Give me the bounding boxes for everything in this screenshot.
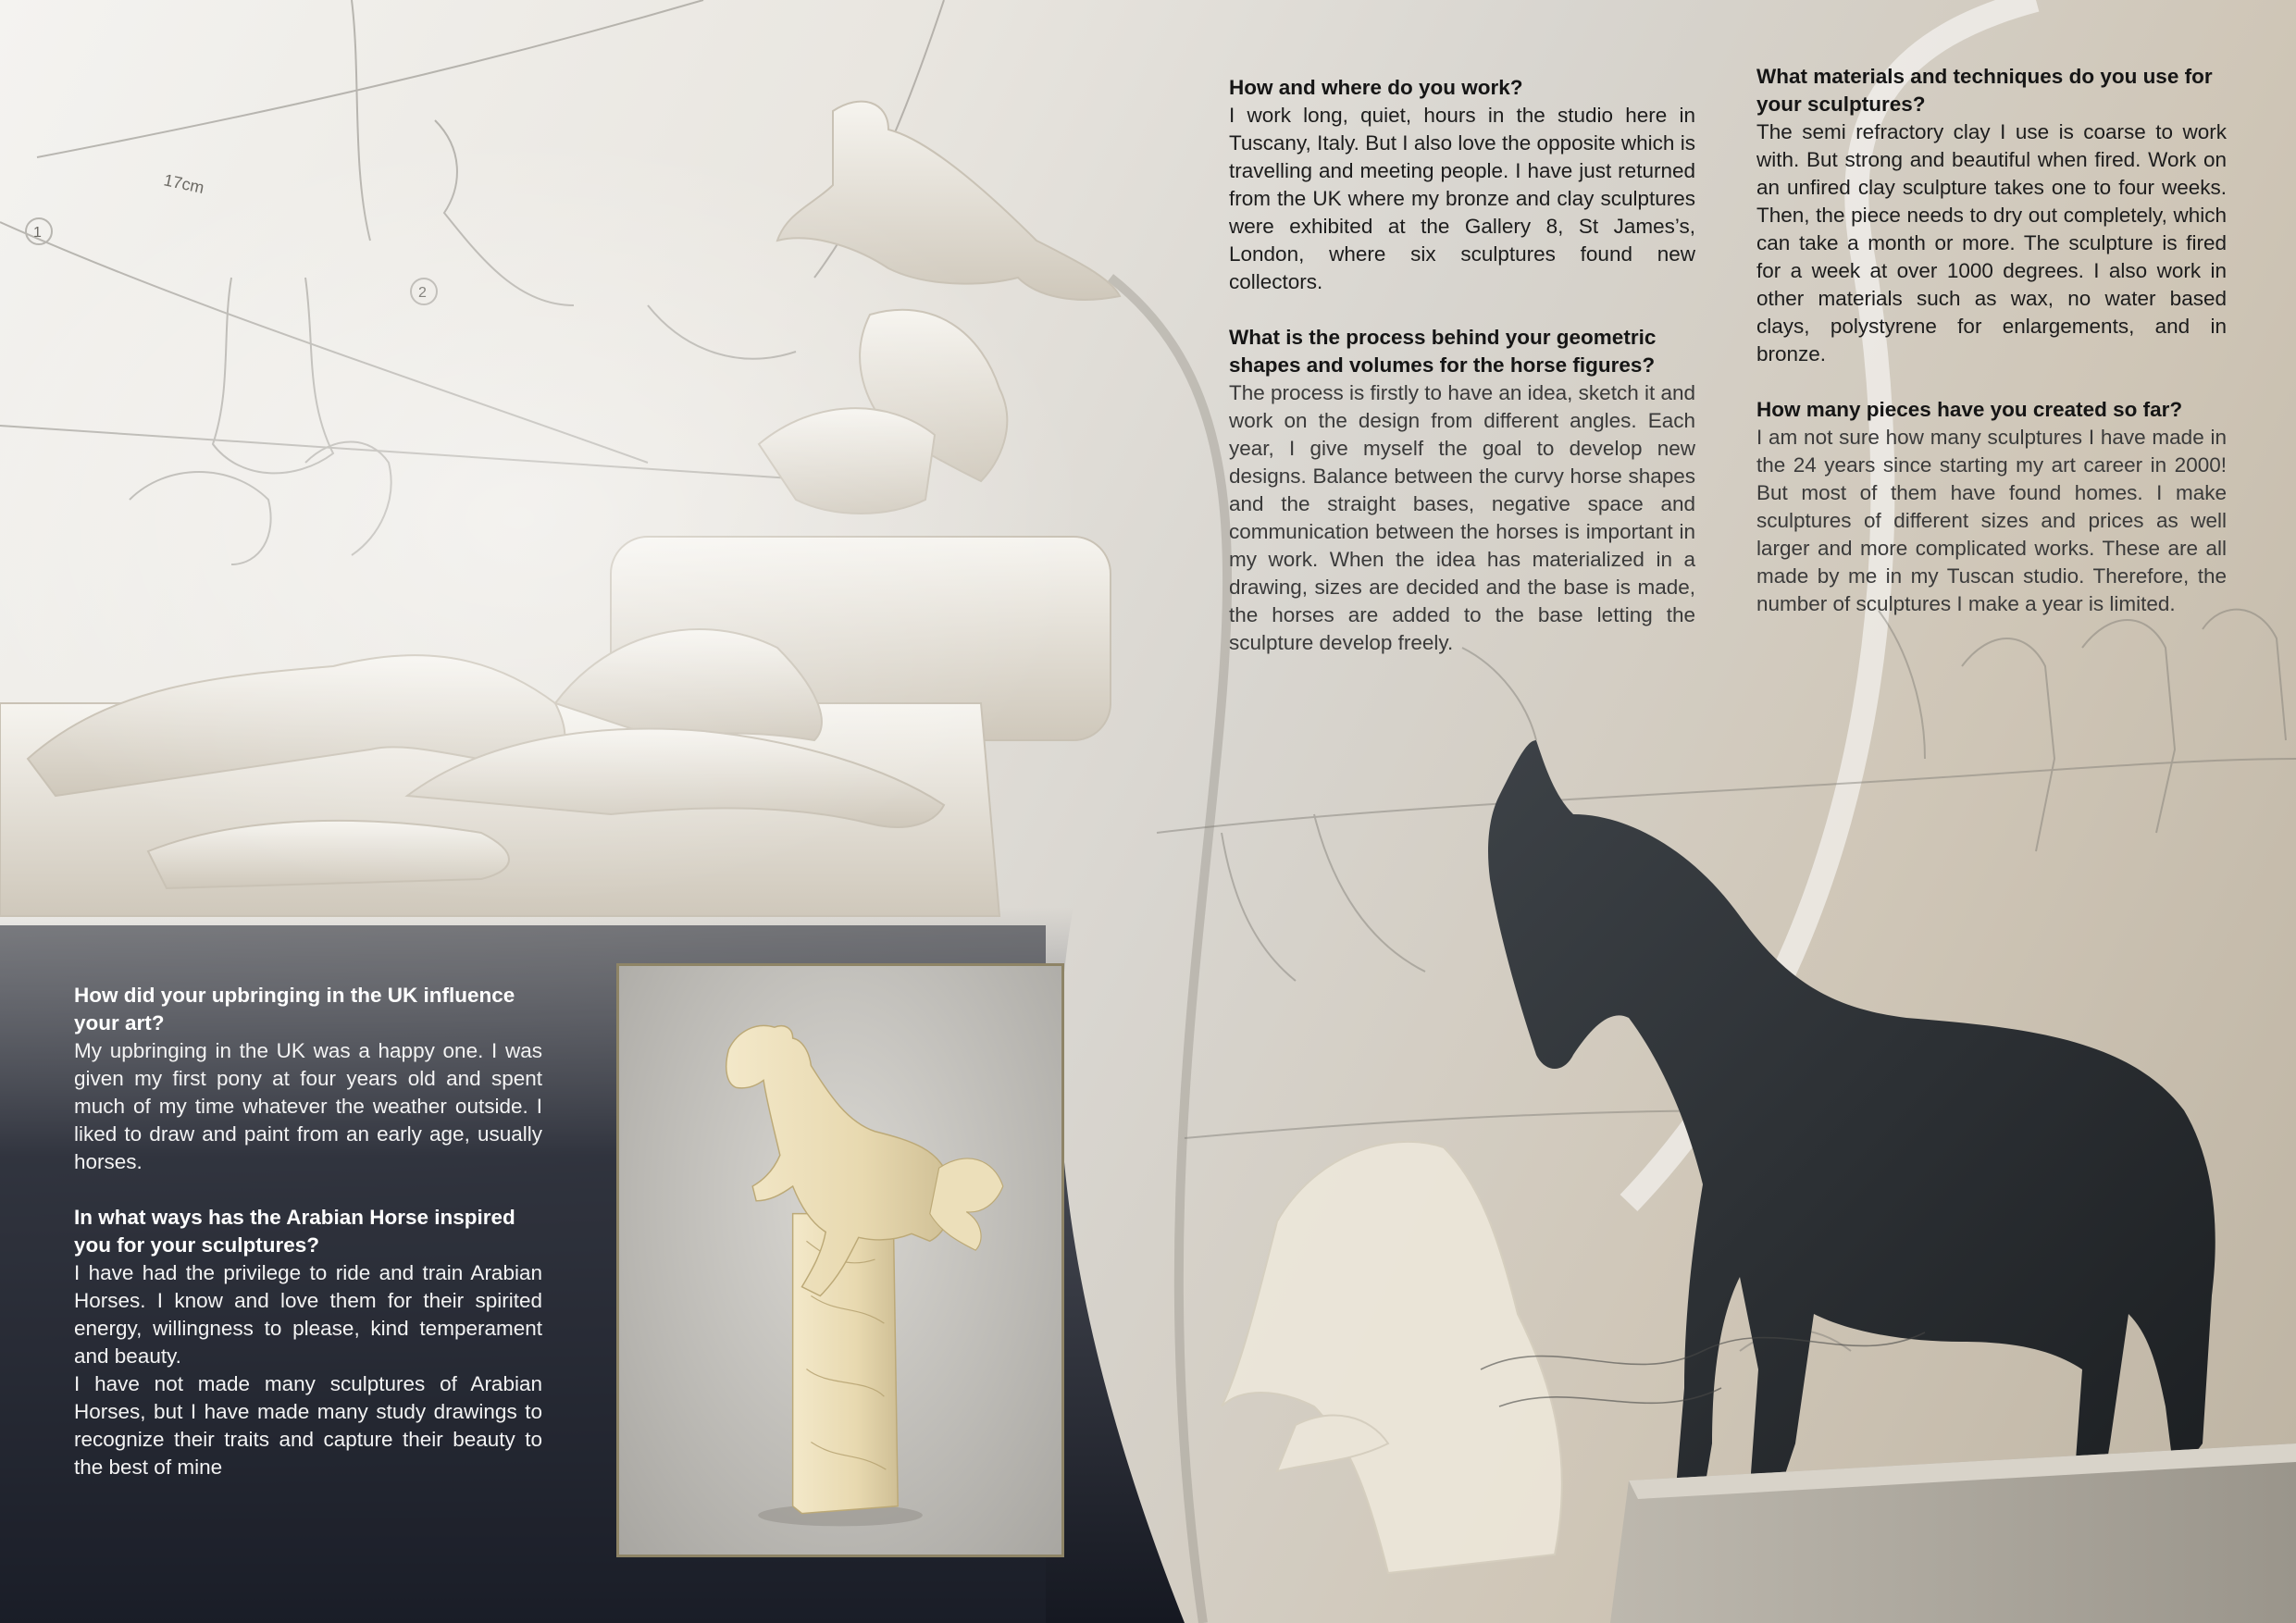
question-heading: In what ways has the Arabian Horse inspired you for your sculptures? <box>74 1206 515 1257</box>
question-heading: What materials and techniques do you use for your sculptures? <box>1756 65 2213 116</box>
question-heading: How did your upbringing in the UK influence your art? <box>74 984 515 1035</box>
answer-paragraph: I work long, quiet, hours in the studio here in Tuscany, Italy. But I also love the opposite which is travelling and meeting people. I have just returned from the UK where my bronze and clay sculptures were exhibited at the Gallery 8, St James’s, London, where six sculptures found new collectors. <box>1229 104 1695 293</box>
answer-paragraph: I have had the privilege to ride and train Arabian Horses. I know and love them for their spirited energy, willingness to please, kind temperament and beauty. <box>74 1261 542 1368</box>
question-heading: What is the process behind your geometric shapes and volumes for the horse figures? <box>1229 326 1657 377</box>
interview-column-left <box>74 982 542 1481</box>
answer-paragraph: The semi refractory clay I use is coarse to work with. But strong and beautiful when fired. Work on an unfired clay sculpture takes one to four weeks. Then, the piece needs to dry out completely, which can take a month or more. The sculpture is fired for a week at over 1000 degrees. I also work in other materials such as wax, no water based clays, polystyrene for enlargements, and in bronze. <box>1756 120 2227 365</box>
answer-paragraph: The process is firstly to have an idea, sketch it and work on the design from different angles. Each year, I give myself the goal to develop new designs. Balance between the curvy horse shapes and the straight bases, negative space and communication between the horses is important in my work. When the idea has materialized in a drawing, sizes are decided and the base is made, the horses are added to the base letting the sculpture develop freely. <box>1229 381 1695 654</box>
sketch-number: 1 <box>33 225 42 241</box>
sculpture-photo <box>616 963 1064 1557</box>
arabian-horse-sculpture-image <box>619 966 1061 1555</box>
answer-paragraph: I have not made many sculptures of Arabian Horses, but I have made many study drawings to recognize their traits and capture their beauty to the best of mine <box>74 1372 542 1479</box>
interview-column-middle <box>1229 74 1695 657</box>
sketch-note: 17cm <box>162 170 206 198</box>
question-heading: How many pieces have you created so far? <box>1756 398 2183 421</box>
interview-column-right <box>1756 63 2227 618</box>
answer-paragraph: My upbringing in the UK was a happy one. I was given my first pony at four years old and spent much of my time whatever the weather outside. I liked to draw and paint from an early age, usually horses. <box>74 1039 542 1173</box>
answer-paragraph: I am not sure how many sculptures I have made in the 24 years since starting my art career in 2000! But most of them have found homes. I make sculptures of different sizes and prices as well larger and more complicated works. These are all made by me in my Tuscan studio. Therefore, the number of sculptures I make a year is limited. <box>1756 426 2227 615</box>
question-heading: How and where do you work? <box>1229 76 1523 99</box>
